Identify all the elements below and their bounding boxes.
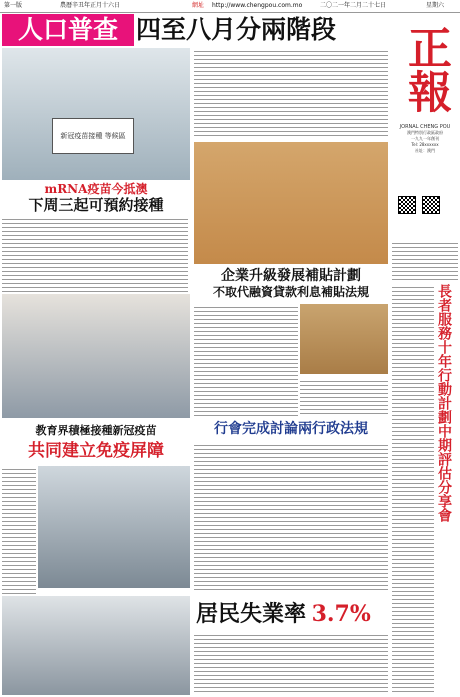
subsidy-body-text	[194, 304, 298, 416]
page-number: 第一版	[4, 2, 23, 9]
education-body-text	[2, 466, 36, 594]
masthead-info-1: 澳門特別行政區政府	[407, 130, 443, 135]
census-body-text	[194, 48, 388, 138]
weekday: 星期六	[426, 2, 445, 9]
vaccine-headline: 下周三起可預約接種	[28, 196, 164, 214]
census-banner-right: 四至八月分兩階段	[136, 14, 386, 46]
masthead	[392, 14, 458, 164]
admin-headline: 行會完成討論兩行政法規	[214, 421, 368, 437]
qr-code-icon[interactable]	[398, 196, 416, 214]
website-label: 網址	[192, 2, 205, 9]
elderly-services-sidebar	[392, 240, 458, 695]
education-kicker: 教育界積極接種新冠疫苗	[35, 424, 157, 437]
issue-date: 二〇二一年二月二十七日	[320, 2, 387, 9]
unemployment-heading	[196, 600, 388, 628]
qr-code-icon[interactable]	[422, 196, 440, 214]
sidebar-headline: 長者服務十年行動計劃中期評估分享會	[436, 284, 452, 522]
masthead-info-3: Tel: 28xxxxxx	[411, 142, 439, 147]
sidebar-lead-text	[392, 240, 458, 280]
website-link[interactable]: http://www.chengpou.com.mo	[212, 2, 303, 9]
staff-vaccination-photo	[2, 596, 190, 695]
vaccine-kicker: mRNA疫苗今抵澳	[44, 182, 148, 196]
masthead-info-4: 社址：澳門	[415, 148, 435, 153]
vaccine-center-photo	[2, 48, 190, 180]
vaccine-body-text	[2, 216, 188, 292]
sidebar-body-text	[392, 284, 434, 694]
subsidy-photo	[300, 304, 388, 374]
masthead-title: 正報	[400, 25, 451, 113]
qr-code-group	[398, 196, 440, 214]
press-conference-photo	[194, 142, 388, 264]
census-banner-left: 人口普查	[2, 14, 134, 46]
unemployment-body-text	[194, 632, 388, 694]
masthead-info-2: 一九九一年創刊	[411, 136, 439, 141]
education-photo	[38, 466, 190, 588]
subsidy-subhead: 不取代融資貸款利息補貼法規	[212, 285, 369, 299]
education-headline: 共同建立免疫屏障	[28, 441, 164, 461]
unemployment-headline: 居民失業率	[196, 601, 307, 627]
subsidy-headline: 企業升級發展補貼計劃	[221, 268, 361, 284]
subsidy-caption-text	[300, 378, 388, 416]
vaccination-photo	[2, 294, 190, 418]
lunar-date: 農曆辛丑年正月十六日	[60, 2, 121, 9]
masthead-english: JORNAL CHENG POU	[399, 124, 451, 130]
admin-body-text	[194, 442, 388, 590]
unemployment-rate: 3.7%	[311, 601, 371, 627]
vaccine-sign: 新冠疫苗接種 等候區	[52, 118, 134, 154]
page-header	[0, 0, 460, 13]
